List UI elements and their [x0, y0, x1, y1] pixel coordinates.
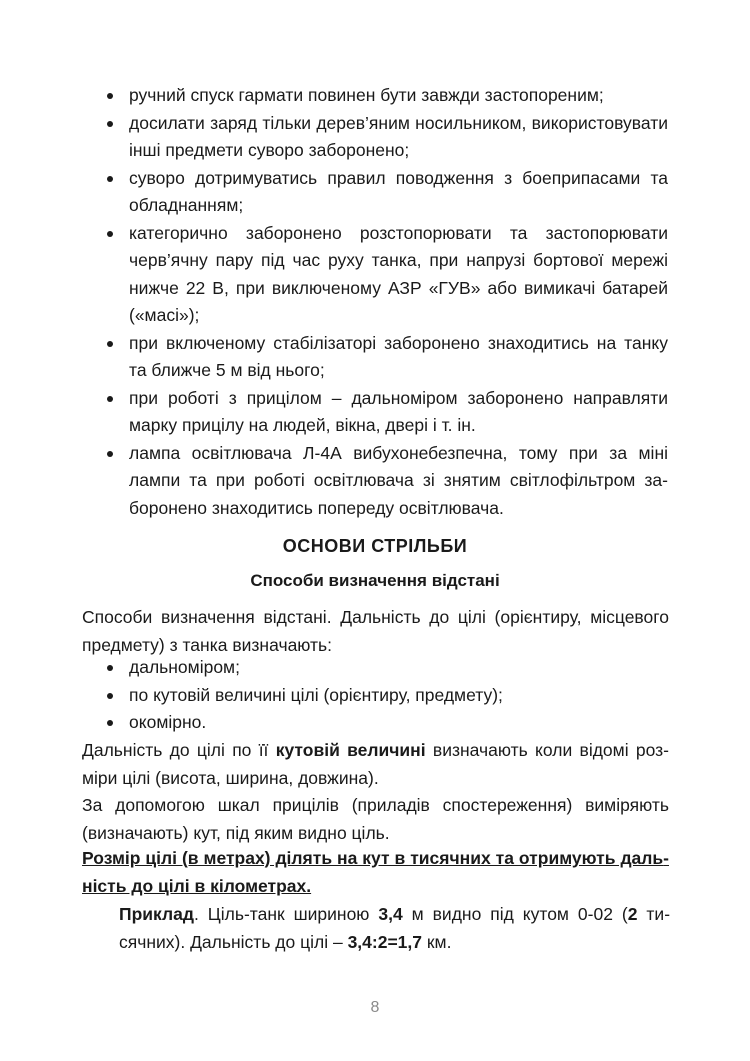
- example-result: 3,4:2=1,7: [347, 931, 423, 952]
- list-item: [104, 682, 668, 710]
- bullet-icon: [107, 176, 113, 182]
- bullet-icon: [107, 121, 113, 127]
- angular-text-start: Дальність до цілі по її: [82, 740, 276, 760]
- example-paragraph: [119, 901, 670, 956]
- list-item-text: окомірно.: [129, 712, 207, 732]
- list-item-text: ручний спуск гармати повинен бути завжди застопореним;: [129, 85, 604, 105]
- bullet-icon: [107, 693, 113, 699]
- example-text: м видно під кутом 0-02 (: [402, 904, 628, 924]
- list-item-text: по кутовій величині цілі (орієнтиру, предмету);: [129, 684, 503, 705]
- scales-paragraph: За допомогою шкал прицілів (приладів спостереження) виміряють (визначають) кут, під яким видно ціль.: [82, 795, 669, 843]
- list-item: [104, 440, 668, 523]
- list-item: [104, 385, 668, 440]
- list-item-text: дальноміром;: [129, 657, 240, 677]
- bullet-icon: [107, 451, 113, 457]
- bullet-icon: [107, 665, 113, 671]
- list-item: [104, 220, 668, 330]
- angular-text-end: визначають коли відомі розміри цілі (висота, ширина, довжина).: [82, 740, 669, 788]
- angular-term: кутовій величині: [275, 740, 426, 760]
- list-item: [104, 330, 668, 385]
- section-subheading: Способи визначення відстані: [250, 571, 500, 590]
- section-heading: ОСНОВИ СТРІЛЬБИ: [282, 536, 468, 556]
- list-item-text: досилати заряд тільки дерев’яним носильником, використовувати інші предмети суворо заборонено;: [129, 112, 668, 160]
- example-mils: 2: [627, 904, 638, 924]
- list-item: [104, 110, 668, 165]
- example-text: . Ціль-танк шириною: [193, 904, 379, 924]
- bullet-icon: [107, 396, 113, 402]
- list-item-text: лампа освітлювача Л-4А вибухонебезпечна, тому при за міні лампи та при роботі освітлювача зі знятим світлофільтром заборонено знаходитись попереду освітлювача.: [129, 442, 668, 518]
- list-item-text: суворо дотримуватись правил поводження з боеприпасами та обладнанням;: [129, 167, 668, 215]
- safety-rules-list: [104, 82, 668, 522]
- example-text: км.: [422, 931, 452, 952]
- list-item: [104, 654, 668, 682]
- list-item: [104, 165, 668, 220]
- list-item: [104, 82, 668, 110]
- list-item-text: при включеному стабілізаторі заборонено знаходитись на танку та ближче 5 м від нього;: [129, 332, 668, 380]
- bullet-icon: [107, 93, 113, 99]
- bullet-icon: [107, 341, 113, 347]
- example-text: тисячних). Дальність до цілі –: [119, 904, 671, 952]
- list-item: [104, 709, 668, 737]
- bullet-icon: [107, 231, 113, 237]
- page-number: 8: [370, 999, 380, 1016]
- rule-paragraph: Розмір цілі (в метрах) ділять на кут в тисячних та отримують дальність до цілі в кілометрах.: [82, 848, 669, 896]
- angular-size-paragraph: [82, 737, 669, 792]
- distance-methods-list: [104, 654, 668, 737]
- example-label: Приклад: [119, 904, 194, 924]
- bullet-icon: [107, 720, 113, 726]
- list-item-text: категорично заборонено розстопорювати та застопорювати черв’ячну пару під час руху танка, при напрузі бортової мережі нижче 22 В, при виключеному АЗР «ГУВ» або вимикачі батарей («масі»);: [129, 222, 668, 325]
- example-width: 3,4: [378, 904, 403, 924]
- intro-paragraph: Способи визначення відстані. Дальність до цілі (орієнтиру, місцевого предмету) з танка визначають:: [82, 607, 669, 655]
- list-item-text: при роботі з прицілом – дальноміром заборонено направляти марку прицілу на людей, вікна, двері і т. ін.: [129, 387, 668, 435]
